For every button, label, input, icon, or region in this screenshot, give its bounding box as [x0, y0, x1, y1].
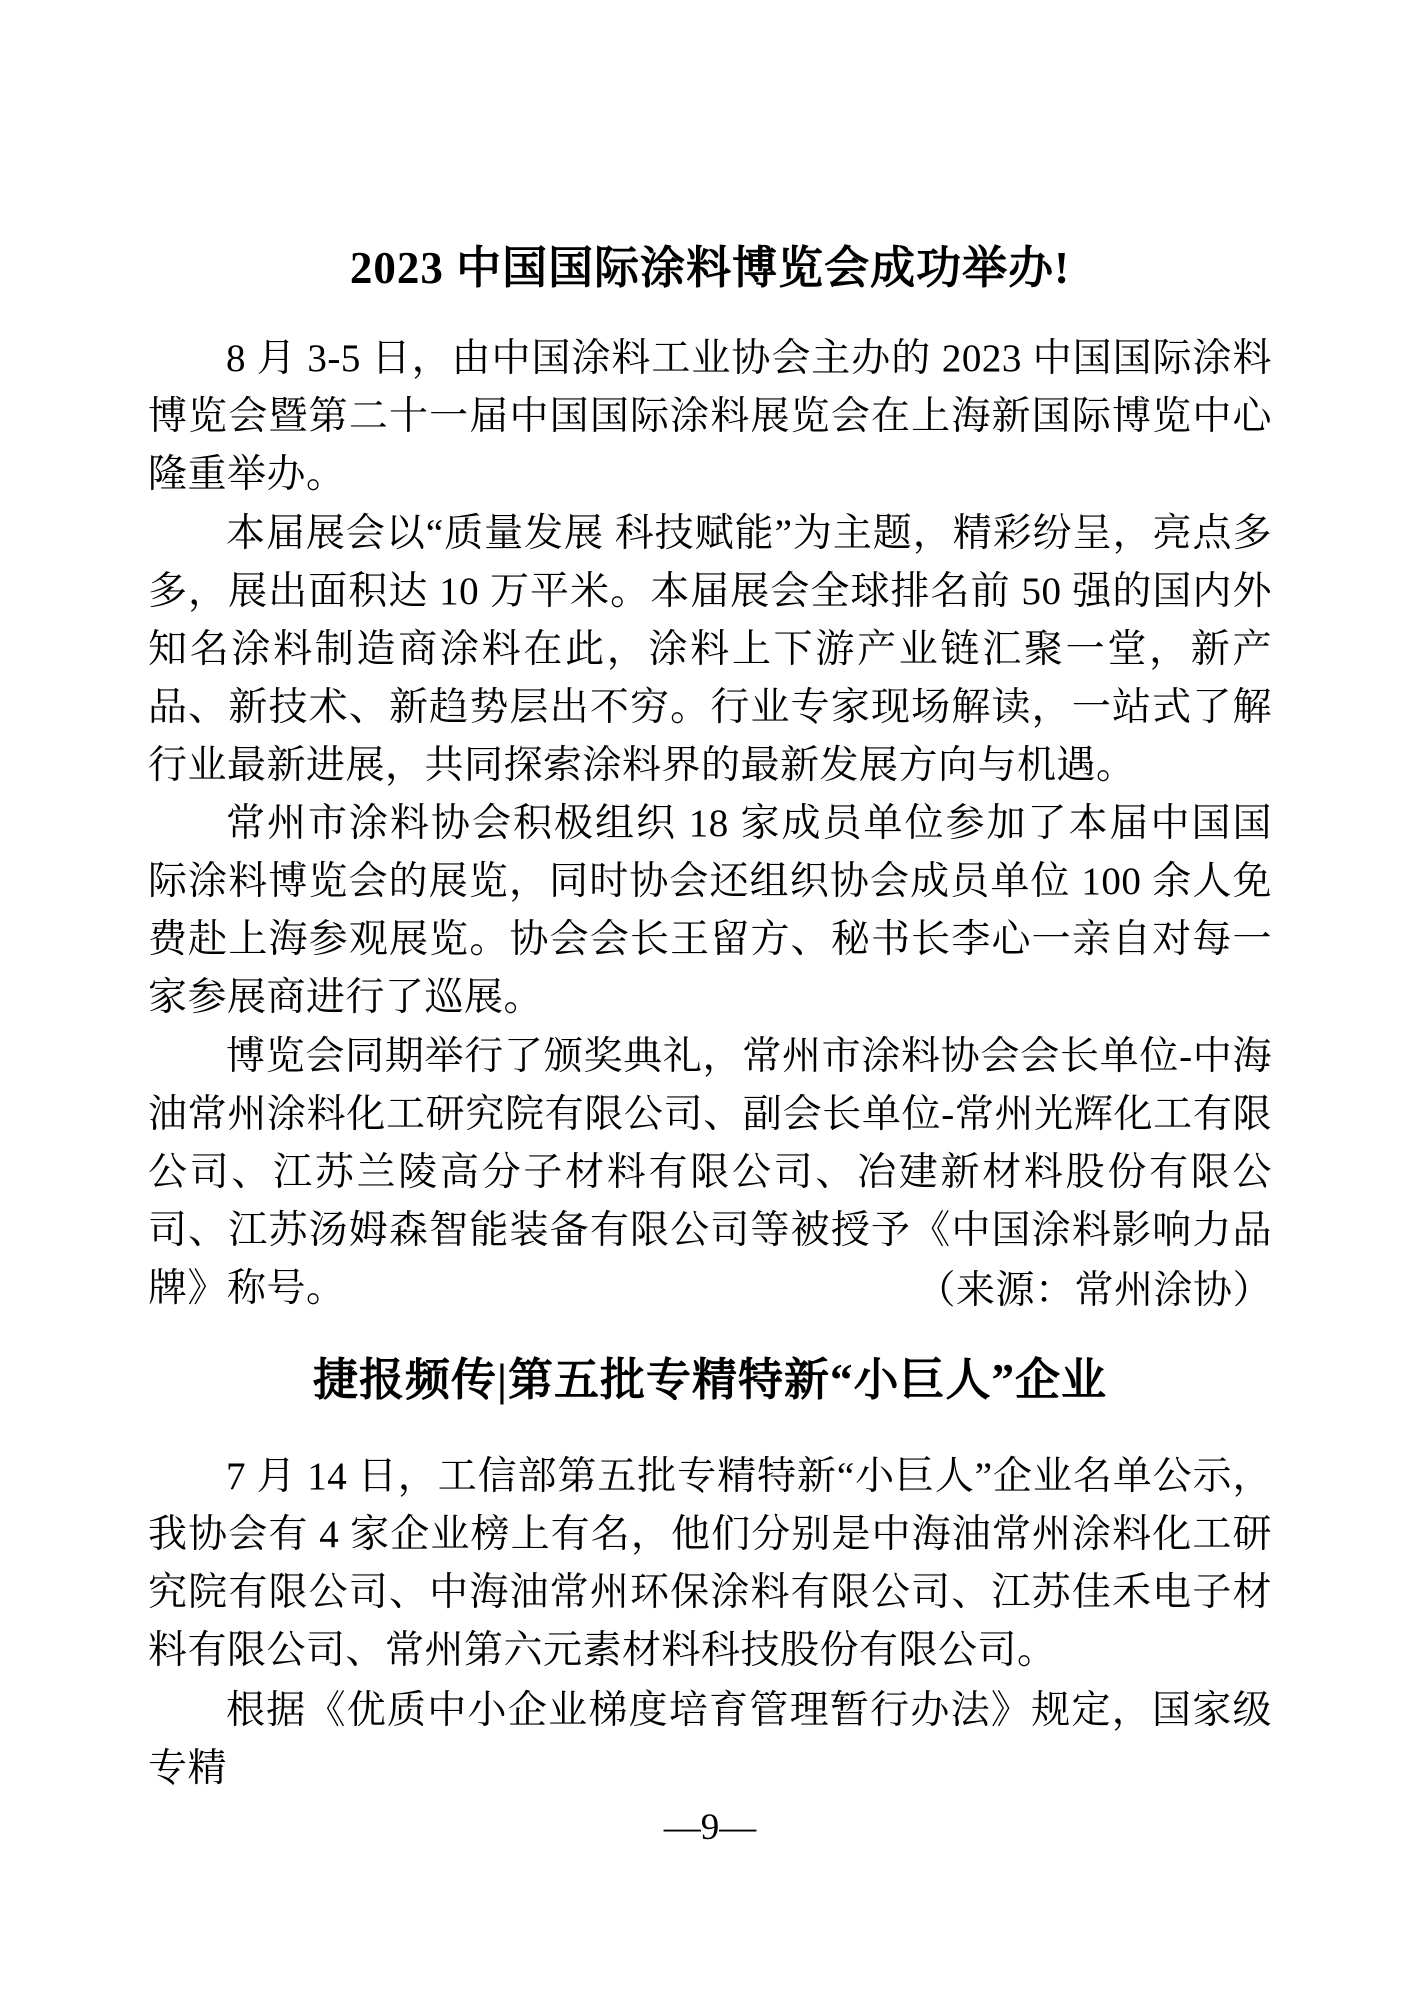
article1-paragraph-3: 常州市涂料协会积极组织 18 家成员单位参加了本届中国国际涂料博览会的展览，同时协会还组织协会成员单位 100 余人免费赴上海参观展览。协会会长王留方、秘书长李心一亲自对每一家参展商进行了巡展。 [148, 802, 1272, 1019]
page-number: —9— [663, 1807, 757, 1848]
article1-paragraph-4: 博览会同期举行了颁奖典礼，常州市涂料协会会长单位-中海油常州涂料化工研究院有限公司、副会长单位-常州光辉化工有限公司、江苏兰陵高分子材料有限公司、冶建新材料股份有限公司、江苏汤姆森智能装备有限公司等被授予《中国涂料影响力品牌》称号。 [148, 1035, 1272, 1310]
article1-title: 2023 中国国际涂料博览会成功举办! [349, 243, 1071, 293]
article1-source-attribution: （来源：常州涂协） [916, 1269, 1272, 1312]
article1-paragraph-1: 8 月 3-5 日，由中国涂料工业协会主办的 2023 中国国际涂料博览会暨第二十一届中国国际涂料展览会在上海新国际博览中心隆重举办。 [148, 337, 1272, 496]
article2-paragraph-1: 7 月 14 日，工信部第五批专精特新“小巨人”企业名单公示，我协会有 4 家企业榜上有名，他们分别是中海油常州涂料化工研究院有限公司、中海油常州环保涂料有限公司、江苏佳禾电子材料有限公司、常州第六元素材料科技股份有限公司。 [148, 1455, 1272, 1672]
article1-paragraph-2: 本届展会以“质量发展 科技赋能”为主题，精彩纷呈，亮点多多，展出面积达 10 万平米。本届展会全球排名前 50 强的国内外知名涂料制造商涂料在此，涂料上下游产业链汇聚一堂，新产品、新技术、新趋势层出不穷。行业专家现场解读，一站式了解行业最新进展，共同探索涂料界的最新发展方向与机遇。 [148, 512, 1272, 787]
article2-paragraph-2: 根据《优质中小企业梯度培育管理暂行办法》规定，国家级专精 [148, 1689, 1272, 1790]
article2-title: 捷报频传|第五批专精特新“小巨人”企业 [313, 1355, 1107, 1405]
